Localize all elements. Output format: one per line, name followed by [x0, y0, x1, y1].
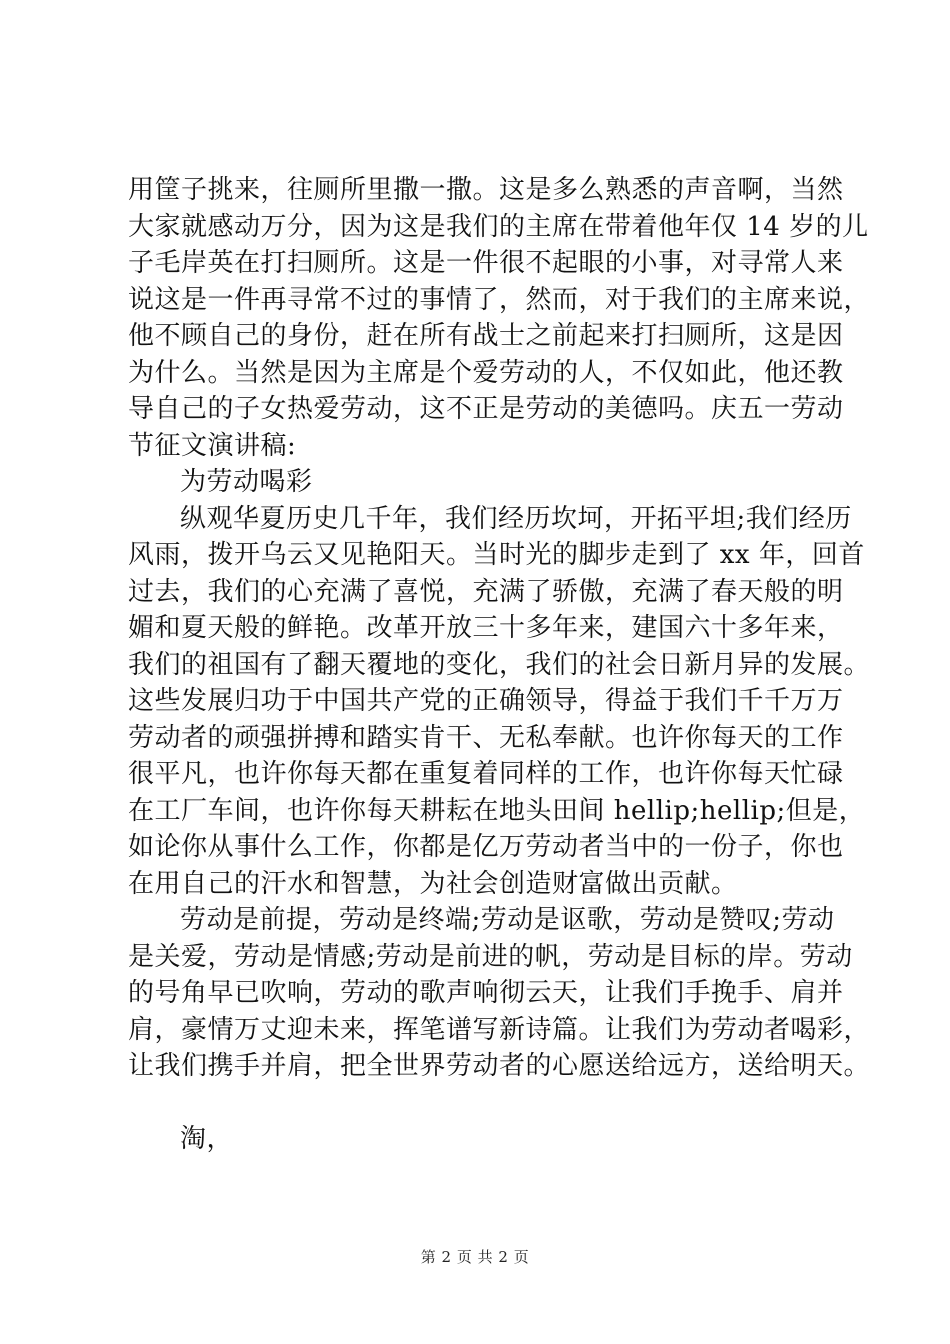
- text-line: 过去，我们的心充满了喜悦，充满了骄傲，充满了春天般的明: [128, 576, 844, 607]
- text-line: 他不顾自己的身份，赶在所有战士之前起来打扫厕所，这是因: [128, 321, 844, 351]
- text-line: 风雨，拨开乌云又见艳阳天。当时光的脚步走到了 xx 年，回首: [128, 540, 865, 570]
- text-line: 肩，豪情万丈迎未来，挥笔谱写新诗篇。让我们为劳动者喝彩，: [128, 1014, 871, 1045]
- text-line: 说这是一件再寻常不过的事情了，然而，对于我们的主席来说，: [128, 284, 871, 315]
- text-line: 很平凡，也许你每天都在重复着同样的工作，也许你每天忙碌: [128, 759, 844, 789]
- text-line: 在工厂车间，也许你每天耕耘在地头田间 hellip;hellip;但是，: [128, 795, 866, 826]
- text-line: 这些发展归功于中国共产党的正确领导，得益于我们千千万万: [128, 686, 844, 716]
- text-line: 淘，: [180, 1124, 234, 1154]
- text-line: 为什么。当然是因为主席是个爱劳动的人，不仅如此，他还教: [128, 357, 844, 388]
- text-line: 纵观华夏历史几千年，我们经历坎坷，开拓平坦;我们经历: [180, 503, 852, 534]
- text-line: 让我们携手并肩，把全世界劳动者的心愿送给远方，送给明天。: [128, 1051, 871, 1081]
- text-line: 在用自己的汗水和智慧，为社会创造财富做出贡献。: [128, 868, 738, 899]
- text-line: 大家就感动万分，因为这是我们的主席在带着他年仅 14 岁的儿: [128, 211, 869, 242]
- text-line: 劳动是前提，劳动是终端;劳动是讴歌，劳动是赞叹;劳动: [180, 905, 835, 935]
- document-body: [128, 172, 871, 1158]
- text-line: 为劳动喝彩: [180, 467, 313, 497]
- page-footer: 第 2 页 共 2 页: [420, 1248, 530, 1266]
- blank-line: [128, 1085, 828, 1122]
- text-line: 导自己的子女热爱劳动，这不正是劳动的美德吗。庆五一劳动: [128, 394, 844, 424]
- text-line: 节征文演讲稿:: [128, 430, 297, 461]
- text-line: 媚和夏天般的鲜艳。改革开放三十多年来，建国六十多年来，: [128, 613, 844, 643]
- text-line: 用筐子挑来，往厕所里撒一撒。这是多么熟悉的声音啊，当然: [128, 175, 844, 205]
- text-line: 是关爱，劳动是情感;劳动是前进的帆，劳动是目标的岸。劳动: [128, 941, 853, 972]
- text-line: 劳动者的顽强拼搏和踏实肯干、无私奉献。也许你每天的工作: [128, 722, 844, 753]
- text-line: 我们的祖国有了翻天覆地的变化，我们的社会日新月异的发展。: [128, 649, 871, 680]
- text-line: 子毛岸英在打扫厕所。这是一件很不起眼的小事，对寻常人来: [128, 248, 844, 278]
- text-line: 的号角早已吹响，劳动的歌声响彻云天，让我们手挽手、肩并: [128, 978, 844, 1008]
- text-line: 如论你从事什么工作，你都是亿万劳动者当中的一份子，你也: [128, 832, 844, 862]
